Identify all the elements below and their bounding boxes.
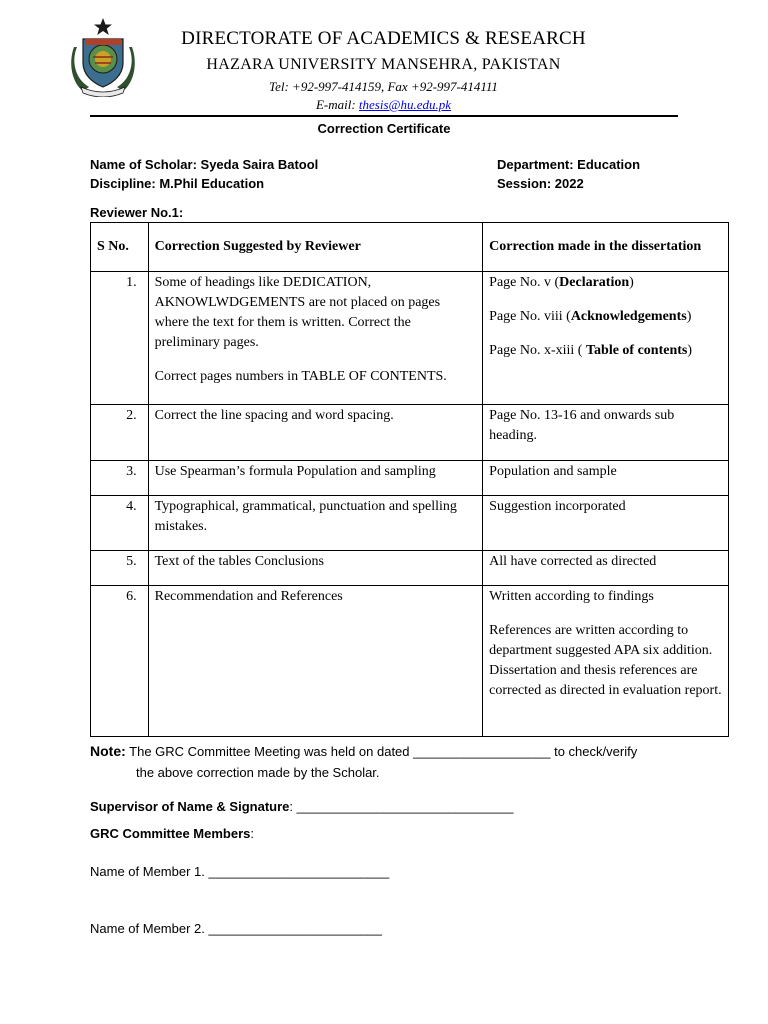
made-text: References are written according to department suggested APA six addition. Dissertation and thesis references are corrected as directed in evaluation report. <box>489 623 722 698</box>
corrections-table <box>90 222 729 737</box>
row-sno: 4. <box>91 496 149 551</box>
note-text: The GRC Committee Meeting was held on dated ___________________ to check/verify <box>125 744 638 759</box>
supervisor-label: Supervisor of Name & Signature <box>90 799 290 814</box>
certificate-title: Correction Certificate <box>317 121 451 136</box>
suggested-text: Some of headings like DEDICATION, AKNOWLWDGEMENTS are not placed on pages where the text for them is written. Correct the preliminary pages. <box>154 275 441 350</box>
supervisor-blank: : ______________________________ <box>289 799 514 814</box>
made-text: Page No. x-xiii ( Table of contents) <box>489 343 693 358</box>
scholar-session: Session: 2022 <box>497 176 584 191</box>
scholar-department: Department: Education <box>497 157 641 172</box>
row-sno: 2. <box>91 405 149 461</box>
scholar-name: Name of Scholar: Syeda Saira Batool <box>90 157 319 172</box>
supervisor-signature-line <box>90 799 514 814</box>
member-2-line: Name of Member 2. ________________________ <box>90 921 383 936</box>
row-made: Page No. 13-16 and onwards sub heading. <box>483 405 729 461</box>
row-suggested: Typographical, grammatical, punctuation and spelling mistakes. <box>148 496 483 551</box>
table-row <box>91 405 729 461</box>
contact-tel-fax: Tel: +92-997-414159, Fax +92-997-414111 <box>269 79 498 94</box>
made-text: Page No. viii (Acknowledgements) <box>489 309 692 324</box>
grc-label: GRC Committee Members <box>90 826 251 841</box>
row-made: Suggestion incorporated <box>483 496 729 551</box>
row-suggested: Text of the tables Conclusions <box>148 551 483 586</box>
row-sno: 1. <box>91 272 149 405</box>
row-suggested: Use Spearman’s formula Population and sampling <box>148 461 483 496</box>
note-label: Note: <box>90 743 126 759</box>
table-row <box>91 461 729 496</box>
row-suggested <box>148 272 483 405</box>
table-row <box>91 551 729 586</box>
email-link[interactable]: thesis@hu.edu.pk <box>358 97 452 112</box>
row-sno: 3. <box>91 461 149 496</box>
suggested-text: Correct pages numbers in TABLE OF CONTENTS. <box>154 369 447 384</box>
table-row <box>91 496 729 551</box>
row-made <box>483 272 729 405</box>
col-header-suggested: Correction Suggested by Reviewer <box>148 223 483 272</box>
table-row <box>91 586 729 737</box>
note-line <box>90 743 637 759</box>
row-made: Population and sample <box>483 461 729 496</box>
email-label: E-mail: <box>315 97 359 112</box>
university-name: HAZARA UNIVERSITY MANSEHRA, PAKISTAN <box>206 56 561 73</box>
row-suggested: Recommendation and References <box>148 586 483 737</box>
row-sno: 6. <box>91 586 149 737</box>
made-text: Page No. v (Declaration) <box>489 275 634 290</box>
col-header-sno: S No. <box>91 223 149 272</box>
note-continuation: the above correction made by the Scholar. <box>136 765 380 780</box>
table-row <box>91 272 729 405</box>
row-sno: 5. <box>91 551 149 586</box>
scholar-discipline: Discipline: M.Phil Education <box>90 176 265 191</box>
table-header-row <box>91 223 729 272</box>
row-made <box>483 586 729 737</box>
member-1-line: Name of Member 1. _________________________ <box>90 864 390 879</box>
header-divider <box>90 115 678 117</box>
col-header-made: Correction made in the dissertation <box>483 223 729 272</box>
directorate-title: DIRECTORATE OF ACADEMICS & RESEARCH <box>181 28 586 49</box>
contact-email-line <box>90 97 677 113</box>
reviewer-label: Reviewer No.1: <box>90 205 184 220</box>
made-text: Written according to findings <box>489 589 654 604</box>
row-suggested: Correct the line spacing and word spacing. <box>148 405 483 461</box>
row-made: All have corrected as directed <box>483 551 729 586</box>
grc-members-heading: GRC Committee Members: <box>90 826 254 841</box>
